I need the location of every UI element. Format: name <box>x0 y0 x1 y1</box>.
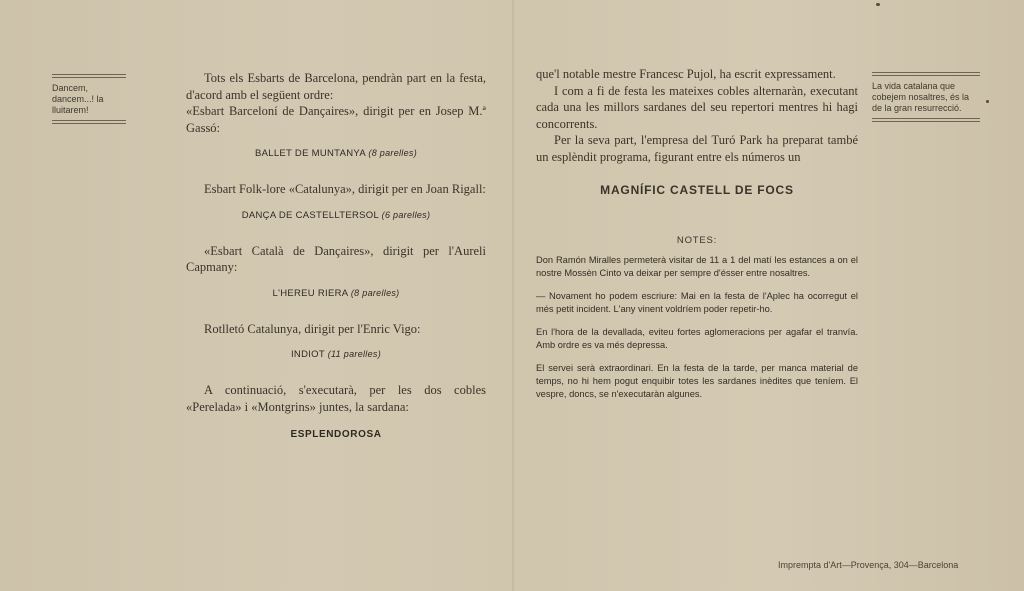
esbart-2-paragraph: Esbart Folk-lore «Catalunya», dirigit per en Joan Rigall: <box>204 182 486 196</box>
closing-paragraph: A continuació, s'executarà, per les dos cobles «Perelada» i «Montgrins» juntes, la sardana: <box>186 383 486 414</box>
right-margin-note-text: La vida catalana que cobejem nosaltres, és la de la gran resurrecció. <box>872 81 970 113</box>
dance-1-title: BALLET DE MUNTANYA <box>254 148 366 159</box>
esbart-3-paragraph: «Esbart Català de Dançaires», dirigit per l'Aureli Capmany: <box>186 243 486 274</box>
margin-rule <box>52 120 126 124</box>
notes-heading: NOTES: <box>676 235 718 246</box>
right-column <box>536 66 858 411</box>
right-paragraph-2: I com a fi de festa les mateixes cobles alternaràn, executant cada una les millors sardanes del seu repertori mentres hi hagi concorrents. <box>536 83 858 131</box>
dance-2-couples: (6 parelles) <box>381 209 431 220</box>
note-1: Don Ramón Miralles permeterà visitar de 11 a 1 del matí les estances a on el nostre Mossèn Cinto va deixar per sempre d'ésser entre nosaltres. <box>536 255 858 278</box>
dance-4-couples: (11 parelles) <box>327 349 382 359</box>
sardana-title: ESPLENDOROSA <box>290 429 382 440</box>
right-paragraph-3: Per la seva part, l'empresa del Turó Park ha preparat també un esplèndit programa, figurant entre els números un <box>536 133 858 164</box>
dance-3 <box>186 288 486 299</box>
paper-speck <box>876 3 880 6</box>
dance-4-title: INDIOT <box>290 349 325 360</box>
dance-4 <box>186 349 486 360</box>
right-margin-note <box>872 72 980 122</box>
margin-rule <box>872 118 980 122</box>
esbart-4-paragraph: Rotlletó Catalunya, dirigit per l'Enric Vigo: <box>204 321 421 336</box>
page-fold <box>512 0 514 591</box>
paper-speck <box>986 100 989 103</box>
dance-2 <box>186 210 486 221</box>
left-column <box>186 70 486 440</box>
castell-de-focs-heading: MAGNÍFIC CASTELL DE FOCS <box>600 183 794 197</box>
note-3: En l'hora de la devallada, eviteu fortes aglomeracions per agafar el tranvía. Amb ordre es va més depressa. <box>536 327 858 350</box>
dance-1 <box>186 148 486 159</box>
esbart-1-paragraph: «Esbart Barceloní de Dançaires», dirigit per en Josep M.ª Gassó: <box>186 104 486 135</box>
left-margin-note <box>52 74 126 124</box>
note-4: El servei serà extraordinari. En la festa de la tarde, per manca material de temps, no hi hem pogut enquibir totes les sardanes inèdites que teníem. El vespre, doncs, se n'executaràn algunes. <box>536 363 858 399</box>
left-margin-note-text: Dancem, dancem...! la lluitarem! <box>52 83 104 115</box>
right-paragraph-1: que'l notable mestre Francesc Pujol, ha escrit expressament. <box>536 67 836 81</box>
dance-2-title: DANÇA DE CASTELLTERSOL <box>241 209 379 221</box>
intro-paragraph: Tots els Esbarts de Barcelona, pendràn part en la festa, d'acord amb el següent ordre: <box>186 71 486 102</box>
dance-3-title: L'HEREU RIERA <box>272 287 348 299</box>
printer-footer: Imprempta d'Art—Provença, 304—Barcelona <box>778 560 959 570</box>
note-2: — Novament ho podem escriure: Mai en la festa de l'Aplec ha ocorregut el més petit incident. L'any vinent voldríem poder repetir-ho. <box>536 291 858 314</box>
dance-3-couples: (8 parelles) <box>350 287 400 298</box>
dance-1-couples: (8 parelles) <box>368 148 418 158</box>
